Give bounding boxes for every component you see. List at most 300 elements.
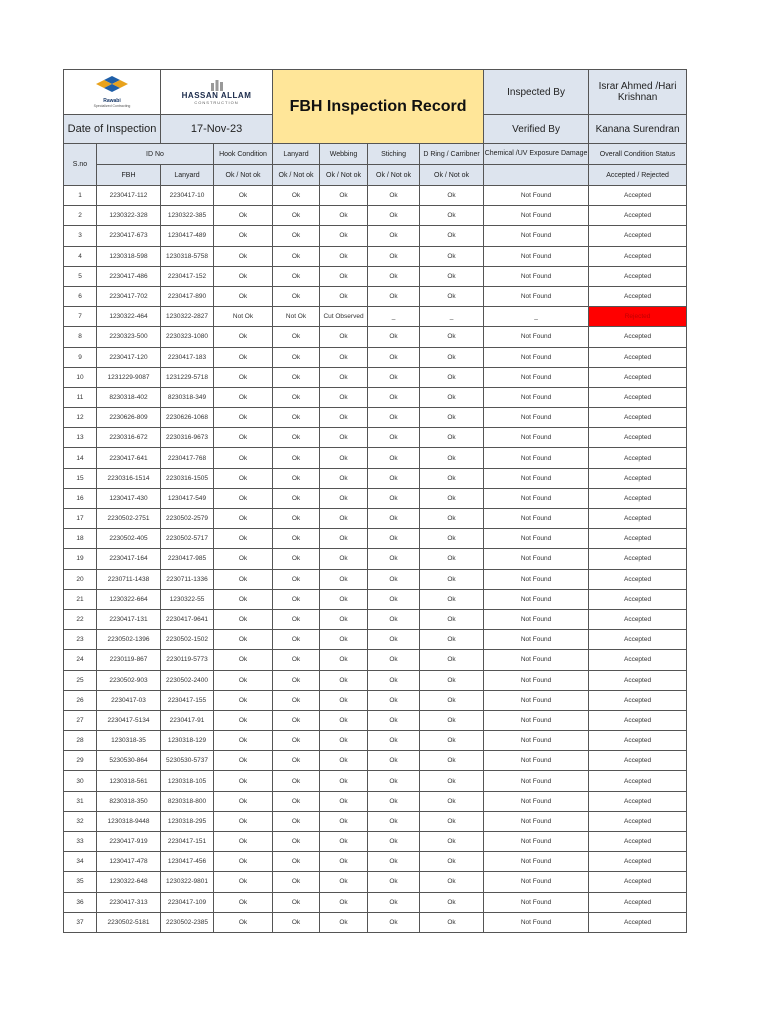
cell-dring: Ok <box>420 549 484 569</box>
cell-hook: Ok <box>214 650 273 670</box>
cell-fbh-id: 2230323-500 <box>97 327 161 347</box>
cell-lanyard-id: 2230502-1502 <box>161 630 214 650</box>
cell-lanyard-id: 2230316-9673 <box>161 428 214 448</box>
cell-stiching: Ok <box>368 347 420 367</box>
sub-hook: Ok / Not ok <box>214 165 273 186</box>
cell-fbh-id: 2230417-120 <box>97 347 161 367</box>
cell-sno: 33 <box>64 832 97 852</box>
cell-chemical: Not Found <box>484 609 589 629</box>
cell-overall: Accepted <box>589 387 687 407</box>
cell-overall: Accepted <box>589 630 687 650</box>
cell-sno: 8 <box>64 327 97 347</box>
cell-stiching: Ok <box>368 226 420 246</box>
table-row <box>64 912 687 932</box>
cell-fbh-id: 1231229-9087 <box>97 367 161 387</box>
cell-dring: Ok <box>420 771 484 791</box>
cell-dring: Ok <box>420 186 484 206</box>
inspected-by-label: Inspected By <box>484 70 589 115</box>
cell-webbing: Ok <box>320 690 368 710</box>
cell-hook: Ok <box>214 609 273 629</box>
cell-dring: Ok <box>420 872 484 892</box>
cell-sno: 11 <box>64 387 97 407</box>
cell-hook: Ok <box>214 266 273 286</box>
cell-lanyard-id: 2230502-5717 <box>161 529 214 549</box>
cell-chemical: Not Found <box>484 811 589 831</box>
cell-dring: Ok <box>420 488 484 508</box>
cell-chemical: Not Found <box>484 549 589 569</box>
cell-chemical: Not Found <box>484 286 589 306</box>
cell-hook: Ok <box>214 186 273 206</box>
cell-webbing: Ok <box>320 832 368 852</box>
cell-lanyard: Ok <box>273 327 320 347</box>
cell-fbh-id: 2230502-405 <box>97 529 161 549</box>
cell-sno: 20 <box>64 569 97 589</box>
cell-sno: 14 <box>64 448 97 468</box>
cell-hook: Ok <box>214 367 273 387</box>
table-row <box>64 731 687 751</box>
cell-stiching: Ok <box>368 912 420 932</box>
cell-overall: Accepted <box>589 771 687 791</box>
cell-stiching: Ok <box>368 488 420 508</box>
cell-fbh-id: 1230417-430 <box>97 488 161 508</box>
cell-dring: Ok <box>420 650 484 670</box>
cell-webbing: Ok <box>320 327 368 347</box>
cell-lanyard: Ok <box>273 347 320 367</box>
cell-stiching: Ok <box>368 751 420 771</box>
cell-hook: Ok <box>214 286 273 306</box>
cell-lanyard: Ok <box>273 771 320 791</box>
cell-lanyard: Not Ok <box>273 307 320 327</box>
cell-sno: 28 <box>64 731 97 751</box>
cell-chemical: Not Found <box>484 226 589 246</box>
cell-chemical: Not Found <box>484 367 589 387</box>
cell-lanyard: Ok <box>273 832 320 852</box>
cell-fbh-id: 1230318-561 <box>97 771 161 791</box>
col-dring: D Ring / Carribner <box>420 144 484 165</box>
cell-dring: Ok <box>420 609 484 629</box>
table-row <box>64 226 687 246</box>
cell-stiching: Ok <box>368 852 420 872</box>
table-row <box>64 589 687 609</box>
cell-dring: Ok <box>420 569 484 589</box>
cell-overall: Accepted <box>589 710 687 730</box>
cell-dring: Ok <box>420 468 484 488</box>
cell-fbh-id: 2230417-919 <box>97 832 161 852</box>
table-row <box>64 286 687 306</box>
cell-hook: Ok <box>214 670 273 690</box>
cell-hook: Ok <box>214 448 273 468</box>
table-row <box>64 367 687 387</box>
cell-dring: _ <box>420 307 484 327</box>
cell-fbh-id: 2230417-313 <box>97 892 161 912</box>
cell-sno: 15 <box>64 468 97 488</box>
cell-stiching: Ok <box>368 367 420 387</box>
cell-lanyard: Ok <box>273 529 320 549</box>
cell-chemical: Not Found <box>484 771 589 791</box>
table-row <box>64 408 687 428</box>
cell-overall: Accepted <box>589 246 687 266</box>
cell-lanyard: Ok <box>273 589 320 609</box>
cell-sno: 30 <box>64 771 97 791</box>
cell-stiching: Ok <box>368 448 420 468</box>
cell-dring: Ok <box>420 852 484 872</box>
cell-sno: 35 <box>64 872 97 892</box>
table-row <box>64 670 687 690</box>
cell-webbing: Ok <box>320 347 368 367</box>
cell-hook: Ok <box>214 892 273 912</box>
cell-stiching: Ok <box>368 731 420 751</box>
cell-dring: Ok <box>420 912 484 932</box>
cell-chemical: Not Found <box>484 569 589 589</box>
cell-chemical: Not Found <box>484 206 589 226</box>
col-sno: S.no <box>64 144 97 186</box>
col-overall: Overall Condition Status <box>589 144 687 165</box>
cell-sno: 31 <box>64 791 97 811</box>
cell-hook: Ok <box>214 872 273 892</box>
cell-lanyard-id: 2230417-183 <box>161 347 214 367</box>
company1-tagline: Specialized Contracting <box>93 104 131 108</box>
cell-overall: Accepted <box>589 609 687 629</box>
cell-chemical: Not Found <box>484 347 589 367</box>
cell-chemical: Not Found <box>484 872 589 892</box>
cell-lanyard: Ok <box>273 549 320 569</box>
cell-stiching: Ok <box>368 387 420 407</box>
cell-fbh-id: 2230417-702 <box>97 286 161 306</box>
cell-webbing: Ok <box>320 670 368 690</box>
cell-fbh-id: 2230417-5134 <box>97 710 161 730</box>
cell-chemical: Not Found <box>484 529 589 549</box>
cell-hook: Ok <box>214 408 273 428</box>
cell-lanyard: Ok <box>273 710 320 730</box>
cell-hook: Ok <box>214 206 273 226</box>
cell-stiching: Ok <box>368 650 420 670</box>
cell-overall: Accepted <box>589 488 687 508</box>
cell-chemical: Not Found <box>484 710 589 730</box>
cell-lanyard-id: 1230417-456 <box>161 852 214 872</box>
cell-stiching: Ok <box>368 246 420 266</box>
cell-lanyard: Ok <box>273 751 320 771</box>
cell-lanyard: Ok <box>273 509 320 529</box>
cell-webbing: Ok <box>320 428 368 448</box>
cell-webbing: Ok <box>320 488 368 508</box>
table-row <box>64 892 687 912</box>
cell-chemical: Not Found <box>484 832 589 852</box>
cell-sno: 13 <box>64 428 97 448</box>
cell-fbh-id: 1230318-35 <box>97 731 161 751</box>
cell-chemical: Not Found <box>484 428 589 448</box>
inspection-table <box>63 69 687 933</box>
cell-overall: Accepted <box>589 367 687 387</box>
cell-webbing: Ok <box>320 650 368 670</box>
cell-hook: Ok <box>214 549 273 569</box>
cell-webbing: Ok <box>320 710 368 730</box>
cell-dring: Ok <box>420 246 484 266</box>
table-row <box>64 811 687 831</box>
cell-fbh-id: 2230502-1396 <box>97 630 161 650</box>
cell-fbh-id: 2230316-1514 <box>97 468 161 488</box>
cell-fbh-id: 2230316-672 <box>97 428 161 448</box>
cell-fbh-id: 8230318-350 <box>97 791 161 811</box>
cell-dring: Ok <box>420 630 484 650</box>
inspection-sheet <box>63 69 686 933</box>
cell-lanyard-id: 2230417-9641 <box>161 609 214 629</box>
cell-overall: Accepted <box>589 327 687 347</box>
cell-dring: Ok <box>420 226 484 246</box>
cell-sno: 29 <box>64 751 97 771</box>
cell-chemical: Not Found <box>484 509 589 529</box>
cell-lanyard: Ok <box>273 286 320 306</box>
cell-webbing: Ok <box>320 286 368 306</box>
cell-stiching: Ok <box>368 690 420 710</box>
hassan-allam-logo-icon <box>210 79 224 91</box>
cell-fbh-id: 2230119-867 <box>97 650 161 670</box>
cell-fbh-id: 2230417-673 <box>97 226 161 246</box>
cell-dring: Ok <box>420 408 484 428</box>
table-row <box>64 488 687 508</box>
cell-stiching: Ok <box>368 468 420 488</box>
cell-sno: 2 <box>64 206 97 226</box>
cell-hook: Ok <box>214 488 273 508</box>
cell-hook: Ok <box>214 246 273 266</box>
cell-stiching: Ok <box>368 791 420 811</box>
cell-lanyard-id: 8230318-800 <box>161 791 214 811</box>
cell-lanyard-id: 1231229-5718 <box>161 367 214 387</box>
table-row <box>64 307 687 327</box>
cell-hook: Ok <box>214 731 273 751</box>
cell-lanyard-id: 2230417-10 <box>161 186 214 206</box>
cell-overall: Accepted <box>589 266 687 286</box>
company2-name: HASSAN ALLAM <box>181 91 252 100</box>
cell-fbh-id: 2230417-112 <box>97 186 161 206</box>
cell-sno: 37 <box>64 912 97 932</box>
cell-stiching: Ok <box>368 569 420 589</box>
cell-lanyard-id: 1230322-9801 <box>161 872 214 892</box>
cell-webbing: Ok <box>320 186 368 206</box>
verified-by-value: Kanana Surendran <box>589 115 687 144</box>
cell-dring: Ok <box>420 206 484 226</box>
cell-lanyard: Ok <box>273 428 320 448</box>
cell-lanyard-id: 2230502-2579 <box>161 509 214 529</box>
cell-overall: Rejected <box>589 307 687 327</box>
cell-fbh-id: 2230417-164 <box>97 549 161 569</box>
cell-webbing: Ok <box>320 387 368 407</box>
cell-lanyard: Ok <box>273 266 320 286</box>
cell-lanyard-id: 2230417-152 <box>161 266 214 286</box>
cell-webbing: Ok <box>320 912 368 932</box>
cell-dring: Ok <box>420 892 484 912</box>
cell-lanyard: Ok <box>273 408 320 428</box>
cell-lanyard-id: 2230417-91 <box>161 710 214 730</box>
cell-webbing: Ok <box>320 609 368 629</box>
table-row <box>64 630 687 650</box>
cell-fbh-id: 1230322-328 <box>97 206 161 226</box>
cell-lanyard-id: 2230417-985 <box>161 549 214 569</box>
table-row <box>64 832 687 852</box>
cell-dring: Ok <box>420 367 484 387</box>
cell-lanyard: Ok <box>273 468 320 488</box>
cell-dring: Ok <box>420 347 484 367</box>
cell-webbing: Ok <box>320 872 368 892</box>
cell-overall: Accepted <box>589 872 687 892</box>
cell-overall: Accepted <box>589 468 687 488</box>
table-row <box>64 509 687 529</box>
cell-webbing: Ok <box>320 448 368 468</box>
cell-sno: 9 <box>64 347 97 367</box>
cell-fbh-id: 5230530-864 <box>97 751 161 771</box>
cell-fbh-id: 1230318-598 <box>97 246 161 266</box>
table-row <box>64 327 687 347</box>
cell-overall: Accepted <box>589 286 687 306</box>
cell-webbing: Ok <box>320 408 368 428</box>
cell-overall: Accepted <box>589 832 687 852</box>
cell-webbing: Ok <box>320 852 368 872</box>
cell-stiching: Ok <box>368 630 420 650</box>
table-row <box>64 872 687 892</box>
cell-sno: 22 <box>64 609 97 629</box>
table-row <box>64 529 687 549</box>
cell-fbh-id: 8230318-402 <box>97 387 161 407</box>
cell-dring: Ok <box>420 832 484 852</box>
sub-dring: Ok / Not ok <box>420 165 484 186</box>
cell-fbh-id: 2230417-641 <box>97 448 161 468</box>
cell-webbing: Ok <box>320 589 368 609</box>
cell-chemical: Not Found <box>484 327 589 347</box>
cell-chemical: _ <box>484 307 589 327</box>
cell-fbh-id: 1230322-464 <box>97 307 161 327</box>
cell-webbing: Ok <box>320 206 368 226</box>
cell-chemical: Not Found <box>484 246 589 266</box>
cell-lanyard-id: 2230417-109 <box>161 892 214 912</box>
cell-stiching: Ok <box>368 186 420 206</box>
cell-overall: Accepted <box>589 912 687 932</box>
cell-sno: 36 <box>64 892 97 912</box>
cell-hook: Ok <box>214 751 273 771</box>
cell-hook: Ok <box>214 832 273 852</box>
table-row <box>64 246 687 266</box>
cell-fbh-id: 1230417-478 <box>97 852 161 872</box>
cell-chemical: Not Found <box>484 912 589 932</box>
cell-overall: Accepted <box>589 670 687 690</box>
cell-hook: Ok <box>214 569 273 589</box>
cell-dring: Ok <box>420 387 484 407</box>
cell-webbing: Ok <box>320 771 368 791</box>
cell-lanyard: Ok <box>273 852 320 872</box>
cell-chemical: Not Found <box>484 630 589 650</box>
cell-stiching: Ok <box>368 670 420 690</box>
cell-stiching: Ok <box>368 549 420 569</box>
cell-webbing: Ok <box>320 569 368 589</box>
cell-hook: Ok <box>214 387 273 407</box>
cell-stiching: Ok <box>368 266 420 286</box>
cell-dring: Ok <box>420 751 484 771</box>
table-row <box>64 387 687 407</box>
cell-stiching: Ok <box>368 509 420 529</box>
table-row <box>64 206 687 226</box>
cell-webbing: Ok <box>320 266 368 286</box>
cell-webbing: Ok <box>320 529 368 549</box>
cell-lanyard-id: 2230417-155 <box>161 690 214 710</box>
cell-sno: 18 <box>64 529 97 549</box>
table-row <box>64 428 687 448</box>
table-body <box>64 186 687 933</box>
cell-stiching: Ok <box>368 286 420 306</box>
cell-dring: Ok <box>420 529 484 549</box>
cell-dring: Ok <box>420 670 484 690</box>
col-lanyard: Lanyard <box>273 144 320 165</box>
cell-dring: Ok <box>420 710 484 730</box>
cell-chemical: Not Found <box>484 791 589 811</box>
table-row <box>64 690 687 710</box>
cell-hook: Ok <box>214 428 273 448</box>
table-row <box>64 569 687 589</box>
cell-overall: Accepted <box>589 549 687 569</box>
cell-sno: 25 <box>64 670 97 690</box>
verified-by-label: Verified By <box>484 115 589 144</box>
page-title: FBH Inspection Record <box>273 70 484 144</box>
table-row <box>64 448 687 468</box>
cell-overall: Accepted <box>589 569 687 589</box>
cell-stiching: Ok <box>368 206 420 226</box>
cell-chemical: Not Found <box>484 731 589 751</box>
cell-lanyard: Ok <box>273 569 320 589</box>
cell-hook: Ok <box>214 811 273 831</box>
cell-lanyard-id: 2230502-2385 <box>161 912 214 932</box>
cell-sno: 4 <box>64 246 97 266</box>
cell-lanyard-id: 1230318-105 <box>161 771 214 791</box>
cell-overall: Accepted <box>589 226 687 246</box>
cell-dring: Ok <box>420 448 484 468</box>
cell-dring: Ok <box>420 589 484 609</box>
cell-fbh-id: 2230502-903 <box>97 670 161 690</box>
cell-overall: Accepted <box>589 347 687 367</box>
cell-sno: 6 <box>64 286 97 306</box>
cell-lanyard: Ok <box>273 690 320 710</box>
cell-overall: Accepted <box>589 690 687 710</box>
cell-chemical: Not Found <box>484 448 589 468</box>
cell-overall: Accepted <box>589 509 687 529</box>
cell-webbing: Ok <box>320 791 368 811</box>
cell-fbh-id: 2230711-1438 <box>97 569 161 589</box>
cell-webbing: Ok <box>320 367 368 387</box>
cell-stiching: Ok <box>368 872 420 892</box>
cell-stiching: Ok <box>368 710 420 730</box>
date-value: 17-Nov-23 <box>161 115 273 144</box>
cell-hook: Not Ok <box>214 307 273 327</box>
cell-sno: 12 <box>64 408 97 428</box>
cell-lanyard-id: 1230417-489 <box>161 226 214 246</box>
cell-chemical: Not Found <box>484 751 589 771</box>
cell-lanyard: Ok <box>273 488 320 508</box>
cell-dring: Ok <box>420 266 484 286</box>
cell-lanyard-id: 8230318-349 <box>161 387 214 407</box>
cell-lanyard-id: 1230322-2827 <box>161 307 214 327</box>
cell-hook: Ok <box>214 771 273 791</box>
cell-sno: 17 <box>64 509 97 529</box>
cell-sno: 19 <box>64 549 97 569</box>
cell-lanyard-id: 1230318-129 <box>161 731 214 751</box>
cell-overall: Accepted <box>589 791 687 811</box>
cell-webbing: Ok <box>320 549 368 569</box>
cell-lanyard: Ok <box>273 206 320 226</box>
cell-webbing: Ok <box>320 892 368 912</box>
cell-chemical: Not Found <box>484 690 589 710</box>
cell-sno: 32 <box>64 811 97 831</box>
cell-chemical: Not Found <box>484 488 589 508</box>
cell-overall: Accepted <box>589 589 687 609</box>
cell-lanyard-id: 2230417-890 <box>161 286 214 306</box>
cell-webbing: Ok <box>320 246 368 266</box>
cell-stiching: Ok <box>368 529 420 549</box>
